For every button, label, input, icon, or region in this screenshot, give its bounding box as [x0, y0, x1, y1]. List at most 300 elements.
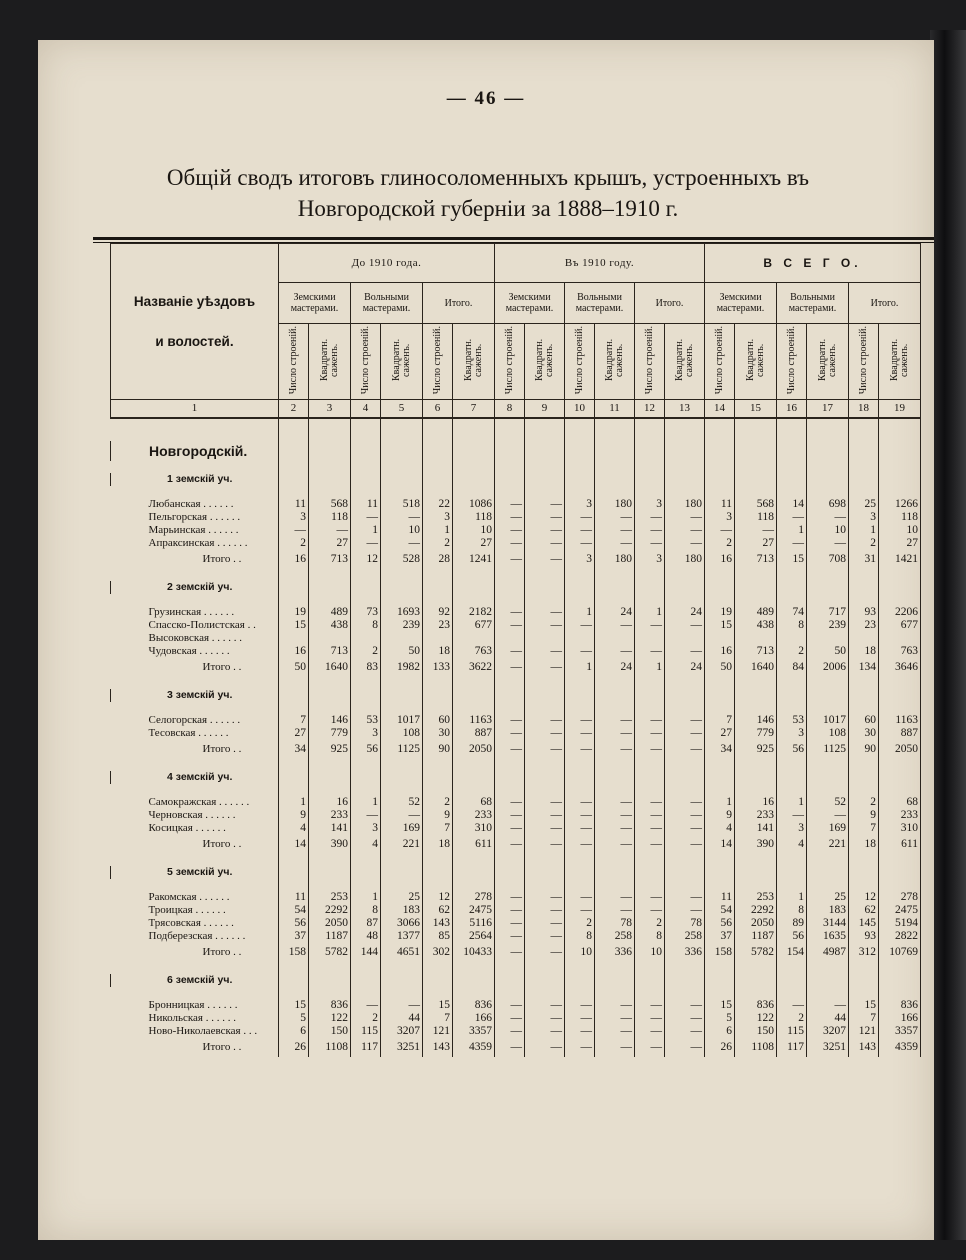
cell-col-5: — [381, 999, 423, 1012]
cell-col-12: — [635, 740, 665, 759]
cell-col-8: — [495, 498, 525, 511]
cell-col-8: — [495, 943, 525, 962]
column-number: 2 [279, 400, 309, 419]
cell-col-6: 7 [423, 1012, 453, 1025]
cell-col-15: 118 [735, 511, 777, 524]
cell-col-6: 60 [423, 714, 453, 727]
summary-table [110, 243, 921, 1057]
cell-col-2: 11 [279, 891, 309, 904]
cell-col-9: — [525, 645, 565, 658]
cell-col-2: 50 [279, 658, 309, 677]
cell-col-18: 31 [849, 550, 879, 569]
cell-col-2: 15 [279, 619, 309, 632]
cell-col-18: 30 [849, 727, 879, 740]
cell-col-3: 1187 [309, 930, 351, 943]
volost-name: Никольская . . . . . . [111, 1012, 279, 1025]
cell-col-4: 1 [351, 891, 381, 904]
table-row [111, 606, 921, 619]
cell-col-6: 12 [423, 891, 453, 904]
cell-col-12: 1 [635, 606, 665, 619]
cell-col-13: — [665, 904, 705, 917]
cell-col-17: 52 [807, 796, 849, 809]
cell-col-7: 68 [453, 796, 495, 809]
cell-col-7: 5116 [453, 917, 495, 930]
cell-col-5: 1017 [381, 714, 423, 727]
cell-col-18: 15 [849, 999, 879, 1012]
cell-col-19: 27 [879, 537, 921, 550]
cell-col-16: 89 [777, 917, 807, 930]
cell-col-14: 19 [705, 606, 735, 619]
cell-col-2: 14 [279, 835, 309, 854]
cell-col-16: 56 [777, 740, 807, 759]
subheader-chislo [565, 324, 595, 400]
cell-col-15: 146 [735, 714, 777, 727]
total-label: Итого . . [111, 1038, 279, 1057]
cell-col-19: 677 [879, 619, 921, 632]
cell-col-18: 90 [849, 740, 879, 759]
cell-col-4: 144 [351, 943, 381, 962]
cell-col-14: 15 [705, 619, 735, 632]
cell-col-11: 24 [595, 606, 635, 619]
column-number: 1 [111, 400, 279, 419]
cell-col-14: 54 [705, 904, 735, 917]
column-number: 15 [735, 400, 777, 419]
cell-col-9: — [525, 550, 565, 569]
cell-col-5: 10 [381, 524, 423, 537]
cell-col-10: 1 [565, 658, 595, 677]
cell-col-3: 5782 [309, 943, 351, 962]
cell-col-8: — [495, 796, 525, 809]
cell-col-14: 16 [705, 550, 735, 569]
column-number: 9 [525, 400, 565, 419]
cell-col-19: 2050 [879, 740, 921, 759]
cell-col-11: — [595, 537, 635, 550]
cell-col-19: 233 [879, 809, 921, 822]
table-row [111, 796, 921, 809]
cell-col-13: 258 [665, 930, 705, 943]
cell-col-19: 2206 [879, 606, 921, 619]
cell-col-14: 4 [705, 822, 735, 835]
subheader-chislo-label: Число строеній. [359, 325, 371, 395]
subheader-kvadrat-label: Квадратн. саженъ. [390, 338, 412, 382]
cell-col-5: 239 [381, 619, 423, 632]
cell-col-12: 1 [635, 658, 665, 677]
total-label: Итого . . [111, 943, 279, 962]
cell-col-16: 8 [777, 619, 807, 632]
cell-col-15: 150 [735, 1025, 777, 1038]
cell-col-6: 1 [423, 524, 453, 537]
subheader-chislo [635, 324, 665, 400]
spacer-row [111, 962, 921, 974]
cell-col-5: 1693 [381, 606, 423, 619]
section-row-label: 2 земскій уч. [111, 581, 279, 594]
cell-col-11: — [595, 524, 635, 537]
cell-col-3: 253 [309, 891, 351, 904]
cell-col-8 [495, 632, 525, 645]
cell-col-8: — [495, 714, 525, 727]
subheader-zemsk: Земскими мастерами. [705, 283, 777, 324]
subheader-zemsk: Земскими мастерами. [495, 283, 565, 324]
cell-col-13: — [665, 809, 705, 822]
volost-name: Чудовская . . . . . . [111, 645, 279, 658]
volost-name: Любанская . . . . . . [111, 498, 279, 511]
cell-col-15: 1640 [735, 658, 777, 677]
cell-col-8: — [495, 891, 525, 904]
cell-col-10: — [565, 796, 595, 809]
cell-col-19: 310 [879, 822, 921, 835]
subheader-zemsk: Земскими мастерами. [279, 283, 351, 324]
cell-col-11: — [595, 891, 635, 904]
cell-col-7: 4359 [453, 1038, 495, 1057]
cell-col-16: 15 [777, 550, 807, 569]
subheader-chislo [495, 324, 525, 400]
cell-col-19: 10769 [879, 943, 921, 962]
total-row [111, 740, 921, 759]
cell-col-9: — [525, 511, 565, 524]
cell-col-9: — [525, 904, 565, 917]
cell-col-12: — [635, 727, 665, 740]
cell-col-3: 779 [309, 727, 351, 740]
cell-col-10: — [565, 524, 595, 537]
cell-col-17: 3207 [807, 1025, 849, 1038]
volost-name: Подберезская . . . . . . [111, 930, 279, 943]
cell-col-16: 115 [777, 1025, 807, 1038]
cell-col-18: 93 [849, 930, 879, 943]
table-row [111, 999, 921, 1012]
cell-col-9: — [525, 498, 565, 511]
cell-col-12: — [635, 822, 665, 835]
cell-col-2: 4 [279, 822, 309, 835]
cell-col-11: — [595, 511, 635, 524]
cell-col-15 [735, 632, 777, 645]
cell-col-8: — [495, 809, 525, 822]
cell-col-5: 50 [381, 645, 423, 658]
cell-col-7: 10 [453, 524, 495, 537]
column-number: 3 [309, 400, 351, 419]
section-row [111, 581, 921, 594]
cell-col-12: 3 [635, 498, 665, 511]
cell-col-5: 1125 [381, 740, 423, 759]
cell-col-7: 887 [453, 727, 495, 740]
table-row [111, 524, 921, 537]
cell-col-15: 925 [735, 740, 777, 759]
cell-col-18: 143 [849, 1038, 879, 1057]
cell-col-7: 233 [453, 809, 495, 822]
cell-col-4: 1 [351, 524, 381, 537]
cell-col-7: 3357 [453, 1025, 495, 1038]
cell-col-16: 3 [777, 822, 807, 835]
cell-col-4: — [351, 999, 381, 1012]
cell-col-9: — [525, 740, 565, 759]
cell-col-18: 2 [849, 796, 879, 809]
cell-col-6: 2 [423, 796, 453, 809]
cell-col-14: 11 [705, 498, 735, 511]
volost-name: Трясовская . . . . . . [111, 917, 279, 930]
cell-col-14: 3 [705, 511, 735, 524]
cell-col-11: — [595, 740, 635, 759]
cell-col-10: — [565, 537, 595, 550]
cell-col-10: 3 [565, 550, 595, 569]
cell-col-17: 1017 [807, 714, 849, 727]
cell-col-17: 3251 [807, 1038, 849, 1057]
cell-col-11 [595, 632, 635, 645]
spacer-row [111, 784, 921, 796]
district-row [111, 441, 921, 461]
cell-col-12: — [635, 1025, 665, 1038]
subheader-kvadrat-label: Квадратн. саженъ. [888, 338, 910, 382]
cell-col-10: — [565, 619, 595, 632]
cell-col-2: 54 [279, 904, 309, 917]
cell-col-8: — [495, 835, 525, 854]
cell-col-12: — [635, 1038, 665, 1057]
cell-col-8: — [495, 645, 525, 658]
cell-col-14: 9 [705, 809, 735, 822]
cell-col-15: 489 [735, 606, 777, 619]
cell-col-17: — [807, 999, 849, 1012]
cell-col-10: — [565, 822, 595, 835]
cell-col-2: 16 [279, 550, 309, 569]
total-row [111, 658, 921, 677]
column-number: 19 [879, 400, 921, 419]
cell-col-4: 56 [351, 740, 381, 759]
cell-col-9: — [525, 714, 565, 727]
header-rule [93, 237, 934, 240]
subheader-kvadrat [381, 324, 423, 400]
cell-col-19: 3357 [879, 1025, 921, 1038]
book-binding [930, 30, 966, 1240]
cell-col-9: — [525, 727, 565, 740]
volost-name: Ракомская . . . . . . [111, 891, 279, 904]
subheader-kvadrat [735, 324, 777, 400]
cell-col-11: — [595, 835, 635, 854]
cell-col-3: 16 [309, 796, 351, 809]
table-row [111, 645, 921, 658]
cell-col-15: 836 [735, 999, 777, 1012]
subheader-itogo: Итого. [423, 283, 495, 324]
cell-col-9: — [525, 796, 565, 809]
section-row [111, 689, 921, 702]
cell-col-6: 22 [423, 498, 453, 511]
cell-col-6: 3 [423, 511, 453, 524]
cell-col-10: 10 [565, 943, 595, 962]
cell-col-12: — [635, 645, 665, 658]
cell-col-3: 150 [309, 1025, 351, 1038]
cell-col-5: 44 [381, 1012, 423, 1025]
section-row-label: 4 земскій уч. [111, 771, 279, 784]
cell-col-8: — [495, 904, 525, 917]
cell-col-16: 1 [777, 891, 807, 904]
cell-col-13: — [665, 891, 705, 904]
table-row [111, 822, 921, 835]
cell-col-15: 568 [735, 498, 777, 511]
cell-col-3: 27 [309, 537, 351, 550]
cell-col-17: 708 [807, 550, 849, 569]
cell-col-18: 7 [849, 1012, 879, 1025]
cell-col-7: 1163 [453, 714, 495, 727]
cell-col-15: 779 [735, 727, 777, 740]
table-row [111, 891, 921, 904]
cell-col-15: 5782 [735, 943, 777, 962]
cell-col-8: — [495, 619, 525, 632]
cell-col-19: 836 [879, 999, 921, 1012]
cell-col-10: — [565, 1025, 595, 1038]
page-title [98, 162, 878, 224]
cell-col-2: 9 [279, 809, 309, 822]
column-number: 13 [665, 400, 705, 419]
spacer-row [111, 759, 921, 771]
cell-col-13: — [665, 714, 705, 727]
total-row [111, 1038, 921, 1057]
cell-col-2: 26 [279, 1038, 309, 1057]
column-number: 12 [635, 400, 665, 419]
cell-col-15: 2292 [735, 904, 777, 917]
volost-name: Ново-Николаевская . . . [111, 1025, 279, 1038]
cell-col-19: 3646 [879, 658, 921, 677]
cell-col-9: — [525, 917, 565, 930]
cell-col-18: 12 [849, 891, 879, 904]
cell-col-18: 1 [849, 524, 879, 537]
cell-col-11: — [595, 727, 635, 740]
cell-col-19: 68 [879, 796, 921, 809]
cell-col-13: — [665, 645, 705, 658]
table-row [111, 930, 921, 943]
section-row [111, 771, 921, 784]
cell-col-5: 221 [381, 835, 423, 854]
cell-col-9: — [525, 1012, 565, 1025]
subheader-chislo-label: Число строеній. [857, 325, 869, 395]
cell-col-13: — [665, 822, 705, 835]
cell-col-15: 253 [735, 891, 777, 904]
spacer-row [111, 418, 921, 441]
cell-col-8: — [495, 658, 525, 677]
cell-col-12: 8 [635, 930, 665, 943]
subheader-kvadrat [807, 324, 849, 400]
cell-col-4: 12 [351, 550, 381, 569]
cell-col-8: — [495, 606, 525, 619]
volost-name: Черновская . . . . . . [111, 809, 279, 822]
subheader-chislo-label: Число строеній. [503, 325, 515, 395]
subheader-kvadrat-label: Квадратн. саженъ. [318, 338, 340, 382]
title-line-1: Общій сводъ итоговъ глиносоломенныхъ крышъ, устроенныхъ въ [166, 165, 810, 190]
cell-col-6: 9 [423, 809, 453, 822]
total-row [111, 943, 921, 962]
table-row [111, 714, 921, 727]
volost-name: Селогорская . . . . . . [111, 714, 279, 727]
cell-col-14: 15 [705, 999, 735, 1012]
cell-col-7: 2050 [453, 740, 495, 759]
cell-col-13: 78 [665, 917, 705, 930]
cell-col-3: 925 [309, 740, 351, 759]
cell-col-7: 836 [453, 999, 495, 1012]
cell-col-14: 11 [705, 891, 735, 904]
subheader-kvadrat [309, 324, 351, 400]
cell-col-6: 7 [423, 822, 453, 835]
cell-col-4: 4 [351, 835, 381, 854]
volost-name: Пельгорская . . . . . . [111, 511, 279, 524]
total-row [111, 835, 921, 854]
subheader-chislo-label: Число строеній. [713, 325, 725, 395]
cell-col-14: 27 [705, 727, 735, 740]
cell-col-9: — [525, 1038, 565, 1057]
cell-col-14: 37 [705, 930, 735, 943]
subheader-chislo-label: Число строеній. [287, 325, 299, 395]
cell-col-15: 713 [735, 645, 777, 658]
cell-col-19: 2822 [879, 930, 921, 943]
cell-col-6: 143 [423, 917, 453, 930]
cell-col-2: 11 [279, 498, 309, 511]
cell-col-17: 183 [807, 904, 849, 917]
cell-col-11: 180 [595, 498, 635, 511]
total-label: Итого . . [111, 835, 279, 854]
cell-col-11: — [595, 714, 635, 727]
document-page [38, 40, 934, 1240]
column-number: 10 [565, 400, 595, 419]
subheader-chislo [705, 324, 735, 400]
page-number: — 46 — [446, 88, 526, 109]
cell-col-15: 1187 [735, 930, 777, 943]
cell-col-19: 166 [879, 1012, 921, 1025]
cell-col-10: — [565, 809, 595, 822]
cell-col-17 [807, 632, 849, 645]
cell-col-9: — [525, 1025, 565, 1038]
cell-col-14: 14 [705, 835, 735, 854]
cell-col-18: 62 [849, 904, 879, 917]
cell-col-6: 133 [423, 658, 453, 677]
cell-col-11: — [595, 619, 635, 632]
cell-col-12: — [635, 809, 665, 822]
cell-col-10: 1 [565, 606, 595, 619]
cell-col-12: 3 [635, 550, 665, 569]
cell-col-18: 60 [849, 714, 879, 727]
subheader-chislo [279, 324, 309, 400]
cell-col-5: — [381, 809, 423, 822]
cell-col-4: 83 [351, 658, 381, 677]
cell-col-10: — [565, 740, 595, 759]
cell-col-3: 141 [309, 822, 351, 835]
title-line-2: Новгородской губерніи за 1888–1910 г. [297, 196, 679, 221]
cell-col-9: — [525, 606, 565, 619]
cell-col-4: 8 [351, 619, 381, 632]
cell-col-5: 1377 [381, 930, 423, 943]
cell-col-18: 3 [849, 511, 879, 524]
cell-col-12: — [635, 904, 665, 917]
spacer-row [111, 677, 921, 689]
cell-col-12: — [635, 891, 665, 904]
cell-col-19 [879, 632, 921, 645]
table-row [111, 727, 921, 740]
subheader-chislo [351, 324, 381, 400]
cell-col-18: 2 [849, 537, 879, 550]
cell-col-3: 118 [309, 511, 351, 524]
name-header-line-2: и волостей. [155, 333, 234, 349]
cell-col-16: 4 [777, 835, 807, 854]
table-row [111, 1025, 921, 1038]
cell-col-12: — [635, 796, 665, 809]
cell-col-12: — [635, 619, 665, 632]
cell-col-14 [705, 632, 735, 645]
cell-col-3 [309, 632, 351, 645]
cell-col-15: 390 [735, 835, 777, 854]
table-row [111, 619, 921, 632]
cell-col-2: 15 [279, 999, 309, 1012]
cell-col-8: — [495, 1012, 525, 1025]
cell-col-19: 10 [879, 524, 921, 537]
subheader-itogo: Итого. [635, 283, 705, 324]
spacer-row [111, 879, 921, 891]
cell-col-4: 53 [351, 714, 381, 727]
cell-col-7: 2564 [453, 930, 495, 943]
cell-col-4 [351, 632, 381, 645]
